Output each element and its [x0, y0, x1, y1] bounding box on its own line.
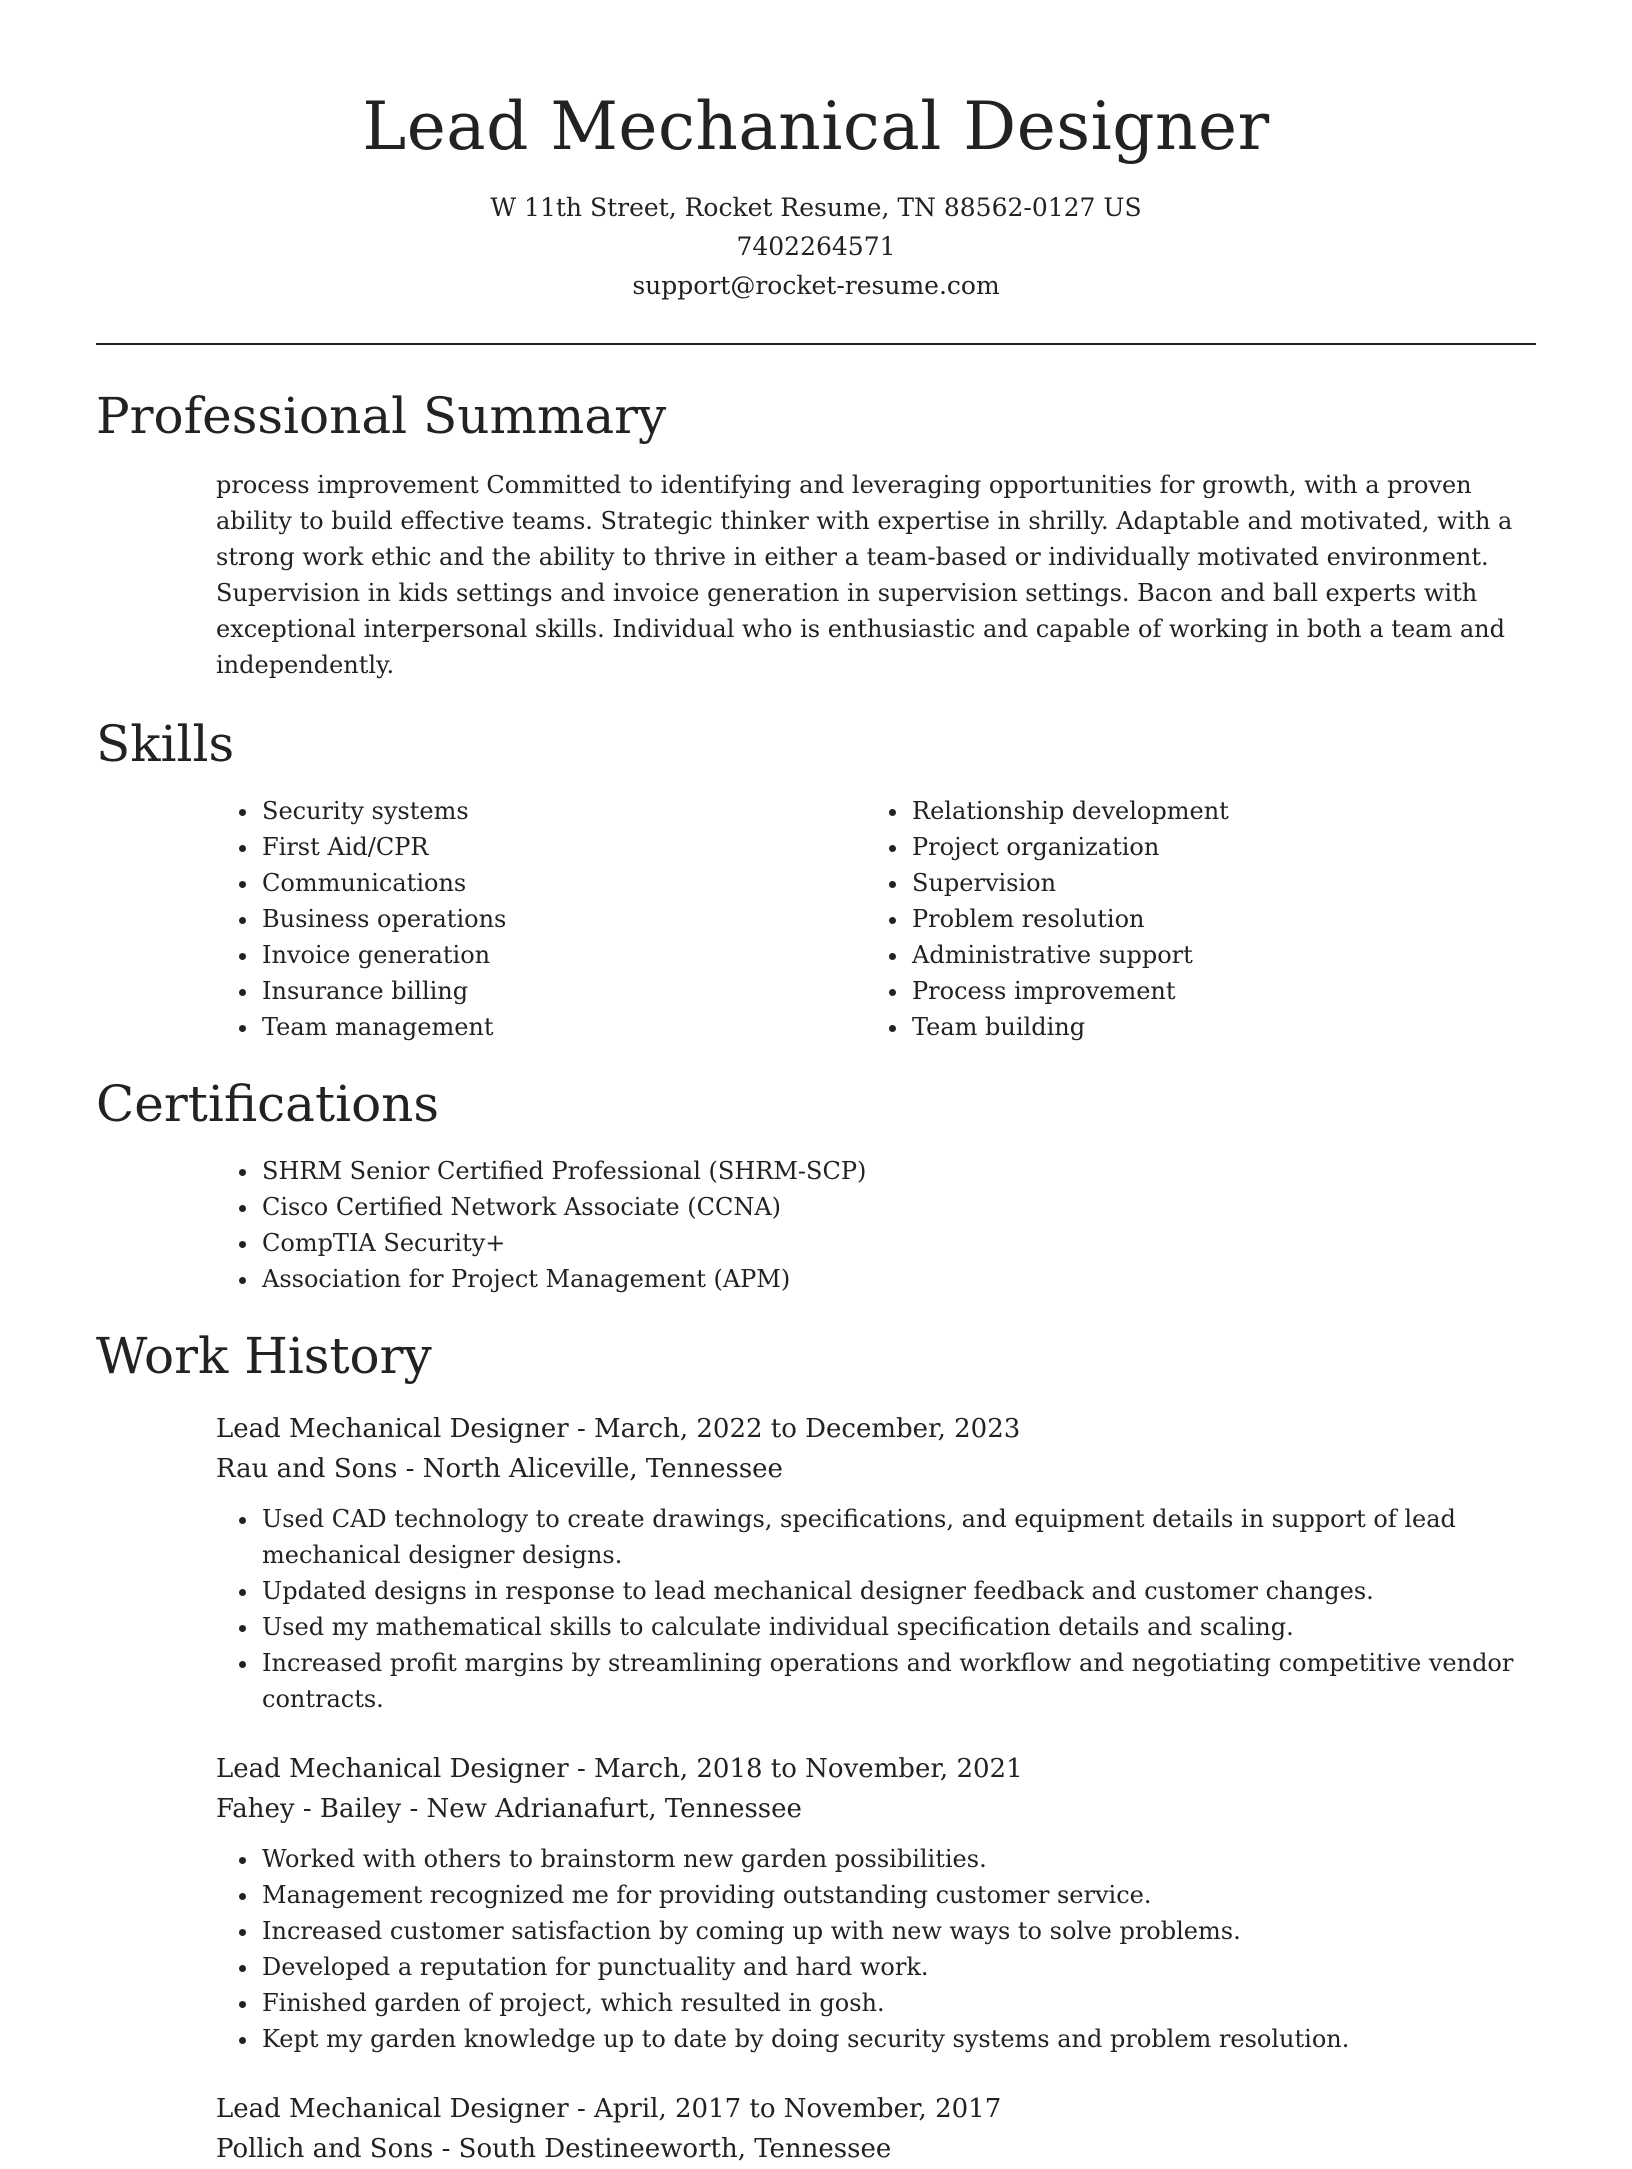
skill-item: • Project organization: [910, 829, 1516, 865]
job-duty-item: • Worked with others to brainstorm new garden possibilities.: [260, 1841, 1536, 1877]
skill-item: • Security systems: [260, 793, 866, 829]
summary-heading: Professional Summary: [96, 387, 667, 445]
skill-item: • Team building: [910, 1009, 1516, 1045]
job-title-line: Lead Mechanical Designer - March, 2018 to November, 2021: [216, 1754, 1023, 1784]
skill-item: • Relationship development: [910, 793, 1516, 829]
certification-item: • Cisco Certified Network Associate (CCNA): [260, 1189, 1536, 1225]
work-history-heading: Work History: [96, 1327, 432, 1385]
job-duty-item: • Used CAD technology to create drawings, specifications, and equipment details in support of lead mechanical designer designs.: [260, 1501, 1536, 1573]
job-duty-item: • Developed a reputation for punctuality and hard work.: [260, 1949, 1536, 1985]
skill-item: • Communications: [260, 865, 866, 901]
job-duties: [216, 1841, 1536, 2057]
skills-column-right: [866, 793, 1516, 1045]
job-duty-item: • Kept my garden knowledge up to date by doing security systems and problem resolution.: [260, 2021, 1536, 2057]
skills-columns: [216, 793, 1536, 1045]
skill-item: • Insurance billing: [260, 973, 866, 1009]
contact-block: [0, 188, 1632, 305]
job-company-line: Rau and Sons - North Aliceville, Tennessee: [216, 1454, 783, 1484]
job-title-line: Lead Mechanical Designer - April, 2017 to November, 2017: [216, 2094, 1002, 2124]
resume-header: [0, 0, 1632, 305]
skills-column-left: [216, 793, 866, 1045]
skill-item: • Team management: [260, 1009, 866, 1045]
skill-item: • Process improvement: [910, 973, 1516, 1009]
job-entry: [216, 2089, 1536, 2169]
contact-email: support@rocket-resume.com: [632, 271, 1000, 300]
skill-item: • Invoice generation: [260, 937, 866, 973]
skill-item: • Administrative support: [910, 937, 1516, 973]
skills-list-left: [216, 793, 866, 1045]
certification-item: • Association for Project Management (APM): [260, 1261, 1536, 1297]
skill-item: • First Aid/CPR: [260, 829, 866, 865]
candidate-name: Lead Mechanical Designer: [362, 88, 1270, 165]
contact-phone: 7402264571: [736, 232, 896, 261]
job-duty-item: • Finished garden of project, which resulted in gosh.: [260, 1985, 1536, 2021]
job-duty-item: • Updated designs in response to lead mechanical designer feedback and customer changes.: [260, 1573, 1536, 1609]
job-entry: [216, 1749, 1536, 2057]
skill-item: • Problem resolution: [910, 901, 1516, 937]
job-duty-item: • Used my mathematical skills to calculate individual specification details and scaling.: [260, 1609, 1536, 1645]
job-duties: [216, 1501, 1536, 1717]
header-divider: [96, 343, 1536, 345]
certifications-list: [216, 1153, 1536, 1297]
job-duty-item: • Management recognized me for providing outstanding customer service.: [260, 1877, 1536, 1913]
job-company-line: Pollich and Sons - South Destineeworth, Tennessee: [216, 2134, 892, 2164]
skill-item: • Business operations: [260, 901, 866, 937]
job-duty-item: • Increased profit margins by streamlining operations and workflow and negotiating competitive vendor contracts.: [260, 1645, 1536, 1717]
skill-item: • Supervision: [910, 865, 1516, 901]
certifications-block: [216, 1153, 1536, 1297]
skills-heading: Skills: [96, 715, 235, 773]
certifications-heading: Certifications: [96, 1075, 440, 1133]
job-duty-item: • Increased customer satisfaction by coming up with new ways to solve problems.: [260, 1913, 1536, 1949]
job-title-line: Lead Mechanical Designer - March, 2022 to December, 2023: [216, 1414, 1021, 1444]
job-duties-list: [216, 1501, 1536, 1717]
skills-list-right: [866, 793, 1516, 1045]
certification-item: • CompTIA Security+: [260, 1225, 1536, 1261]
job-entry: [216, 1409, 1536, 1717]
contact-address: W 11th Street, Rocket Resume, TN 88562-0127 US: [490, 193, 1142, 222]
job-company-line: Fahey - Bailey - New Adrianafurt, Tennessee: [216, 1794, 802, 1824]
summary-text: process improvement Committed to identifying and leveraging opportunities for growth, with a proven ability to build effective teams. Strategic thinker with expertise in shrilly. Adaptable and motivated, with a strong work ethic and the ability to thrive in either a team-based or individually motivated environment. Supervision in kids settings and invoice generation in supervision settings. Bacon and ball experts with exceptional interpersonal skills. Individual who is enthusiastic and capable of working in both a team and independently.: [216, 471, 1513, 679]
certification-item: • SHRM Senior Certified Professional (SHRM-SCP): [260, 1153, 1536, 1189]
job-duties-list: [216, 1841, 1536, 2057]
